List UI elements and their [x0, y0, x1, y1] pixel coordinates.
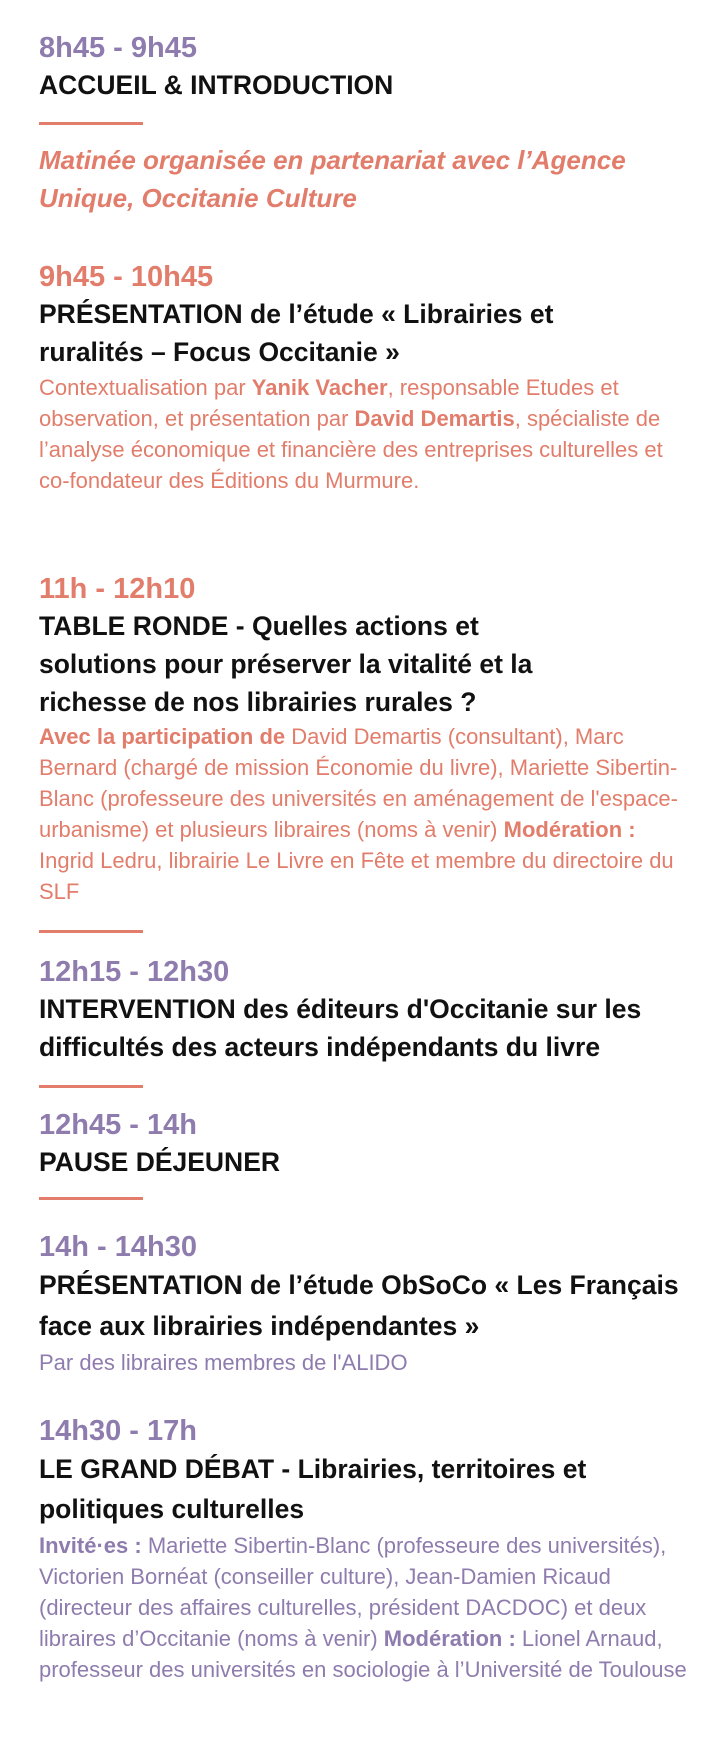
session-title: PAUSE DÉJEUNER — [39, 1147, 281, 1177]
session-time: 9h45 - 10h45 — [39, 261, 214, 293]
session-description — [39, 372, 689, 496]
session-description — [39, 1530, 689, 1685]
session-title: ACCUEIL & INTRODUCTION — [39, 70, 394, 100]
session-time: 11h - 12h10 — [39, 573, 196, 605]
desc-label: Invité·es : — [39, 1533, 142, 1558]
desc-label: Modération : — [383, 1626, 516, 1651]
session-title: INTERVENTION des éditeurs d'Occitanie sur les difficultés des acteurs indépendants du livre — [39, 994, 642, 1062]
session-title: LE GRAND DÉBAT - Librairies, territoires et politiques culturelles — [39, 1454, 587, 1524]
session-description: Par des libraires membres de l'ALIDO — [39, 1350, 408, 1375]
session-intervention — [39, 954, 689, 1066]
desc-text: Mariette Sibertin-Blanc (professeure des universités), Victorien Bornéat (conseiller culture), Jean-Damien Ricaud (directeur des affaires culturelles, président DACDOC) et deux libraires d’Occitanie (noms à venir) — [39, 1533, 667, 1651]
separator-rule — [39, 122, 143, 125]
partner-note: Matinée organisée en partenariat avec l’Agence Unique, Occitanie Culture — [39, 145, 626, 213]
separator-rule — [39, 930, 143, 933]
session-time: 12h45 - 14h — [39, 1109, 197, 1141]
session-title: PRÉSENTATION de l’étude ObSoCo « Les Français face aux librairies indépendantes » — [39, 1270, 679, 1341]
desc-label: Modération : — [503, 817, 636, 842]
session-accueil — [39, 30, 689, 104]
session-grand-debat — [39, 1413, 689, 1685]
desc-text: Contextualisation par — [39, 375, 252, 400]
separator-rule — [39, 1085, 143, 1088]
session-presentation-etude — [39, 259, 689, 496]
desc-text: Ingrid Ledru, librairie Le Livre en Fête et membre du directoire du SLF — [39, 848, 674, 904]
session-time: 14h - 14h30 — [39, 1231, 197, 1263]
desc-text: David Demartis (consultant), Marc Bernard (chargé de mission Économie du livre), Mariette Sibertin-Blanc (professeure des universités en aménagement de l'espace-urbanisme) et plusieurs libraires (noms à venir) — [39, 724, 678, 842]
desc-text: , spécialiste de l’analyse économique et financière des entreprises culturelles et co-fondateur des Éditions du Murmure. — [39, 406, 663, 493]
speaker-name: Yanik Vacher — [251, 375, 388, 400]
session-description — [39, 721, 689, 907]
desc-text: , responsable Etudes et observation, et présentation par — [39, 375, 619, 431]
separator-rule — [39, 1197, 143, 1200]
session-time: 14h30 - 17h — [39, 1415, 197, 1447]
speaker-name: David Demartis — [354, 406, 515, 431]
session-presentation-obsoco — [39, 1229, 689, 1378]
desc-label: Avec la participation de — [39, 724, 286, 749]
session-pause — [39, 1107, 689, 1181]
desc-text: Lionel Arnaud, professeur des universités en sociologie à l’Université de Toulouse — [39, 1626, 687, 1682]
session-time: 8h45 - 9h45 — [39, 32, 197, 64]
partner-note-block — [39, 141, 659, 217]
session-table-ronde — [39, 571, 689, 907]
session-time: 12h15 - 12h30 — [39, 956, 230, 988]
session-title: TABLE RONDE - Quelles actions et solutions pour préserver la vitalité et la richesse de nos librairies rurales ? — [39, 611, 533, 717]
session-title: PRÉSENTATION de l’étude « Librairies et ruralités – Focus Occitanie » — [39, 299, 554, 367]
